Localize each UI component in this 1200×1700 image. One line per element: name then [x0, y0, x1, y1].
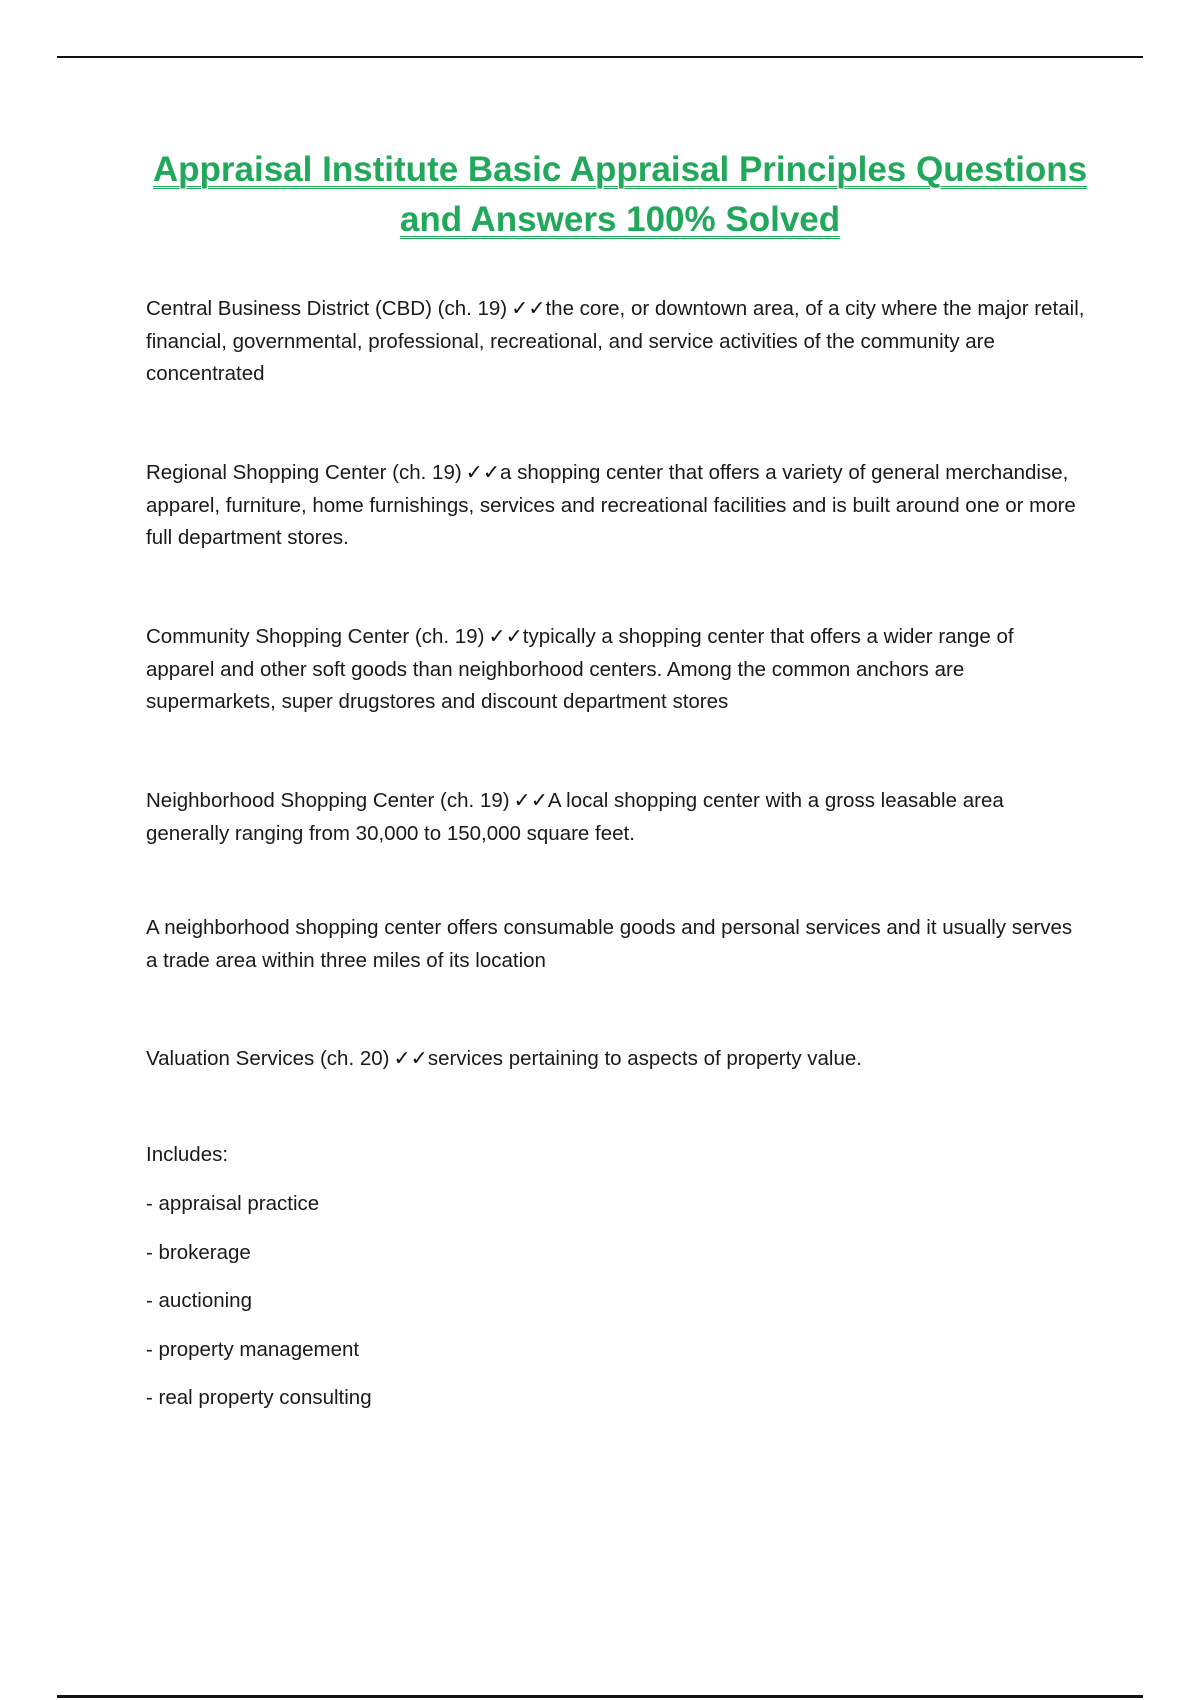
title-line-1: Appraisal Institute Basic Appraisal Principles Questions	[152, 150, 1088, 189]
bottom-divider	[57, 1695, 1143, 1698]
double-check-icon: ✓✓	[513, 789, 548, 812]
qa-entry-valuation-services	[146, 1043, 1086, 1076]
list-item: - property management	[146, 1337, 360, 1361]
includes-list	[146, 1188, 372, 1431]
includes-label: Includes:	[146, 1143, 229, 1166]
entry-definition: A local shopping center with a gross leasable area generally ranging from 30,000 to 150,000 square feet.	[146, 789, 1004, 845]
double-check-icon: ✓✓	[465, 461, 501, 484]
double-check-icon: ✓✓	[393, 1047, 428, 1070]
entry-term: Valuation Services (ch. 20)	[146, 1047, 390, 1070]
entry-definition: services pertaining to aspects of property value.	[427, 1047, 862, 1070]
page-title	[140, 145, 1100, 245]
list-item: - real property consulting	[146, 1386, 372, 1409]
qa-entry-community-shopping-center	[146, 621, 1086, 719]
entry-definition: the core, or downtown area, of a city where the major retail, financial, governmental, professional, recreational, and service activities of the community are concentrated	[146, 297, 1085, 385]
double-check-icon: ✓✓	[511, 297, 546, 320]
qa-entry-cbd	[146, 293, 1086, 391]
entry-term: Central Business District (CBD) (ch. 19)	[146, 297, 508, 320]
list-item: - auctioning	[146, 1289, 252, 1312]
list-item: - brokerage	[146, 1240, 251, 1264]
entry-term: Community Shopping Center (ch. 19)	[146, 625, 485, 648]
qa-entry-regional-shopping-center	[146, 457, 1086, 555]
title-line-2: and Answers 100% Solved	[399, 200, 841, 239]
list-item: - appraisal practice	[146, 1192, 320, 1215]
entry-term: Neighborhood Shopping Center (ch. 19)	[146, 789, 510, 812]
entry-definition: a shopping center that offers a variety of general merchandise, apparel, furniture, home furnishings, services and recreational facilities and is built around one or more full department stores.	[146, 461, 1076, 549]
qa-entry-neighborhood-shopping-center	[146, 785, 1086, 850]
top-divider	[57, 56, 1143, 58]
entry-definition: typically a shopping center that offers a wider range of apparel and other soft goods than neighborhood centers. Among the common anchors are supermarkets, super drugstores and discount department stores	[146, 625, 1014, 713]
entry-term: Regional Shopping Center (ch. 19)	[146, 461, 462, 484]
double-check-icon: ✓✓	[488, 625, 523, 648]
note-paragraph: A neighborhood shopping center offers consumable goods and personal services and it usually serves a trade area within three miles of its location	[146, 916, 1073, 972]
